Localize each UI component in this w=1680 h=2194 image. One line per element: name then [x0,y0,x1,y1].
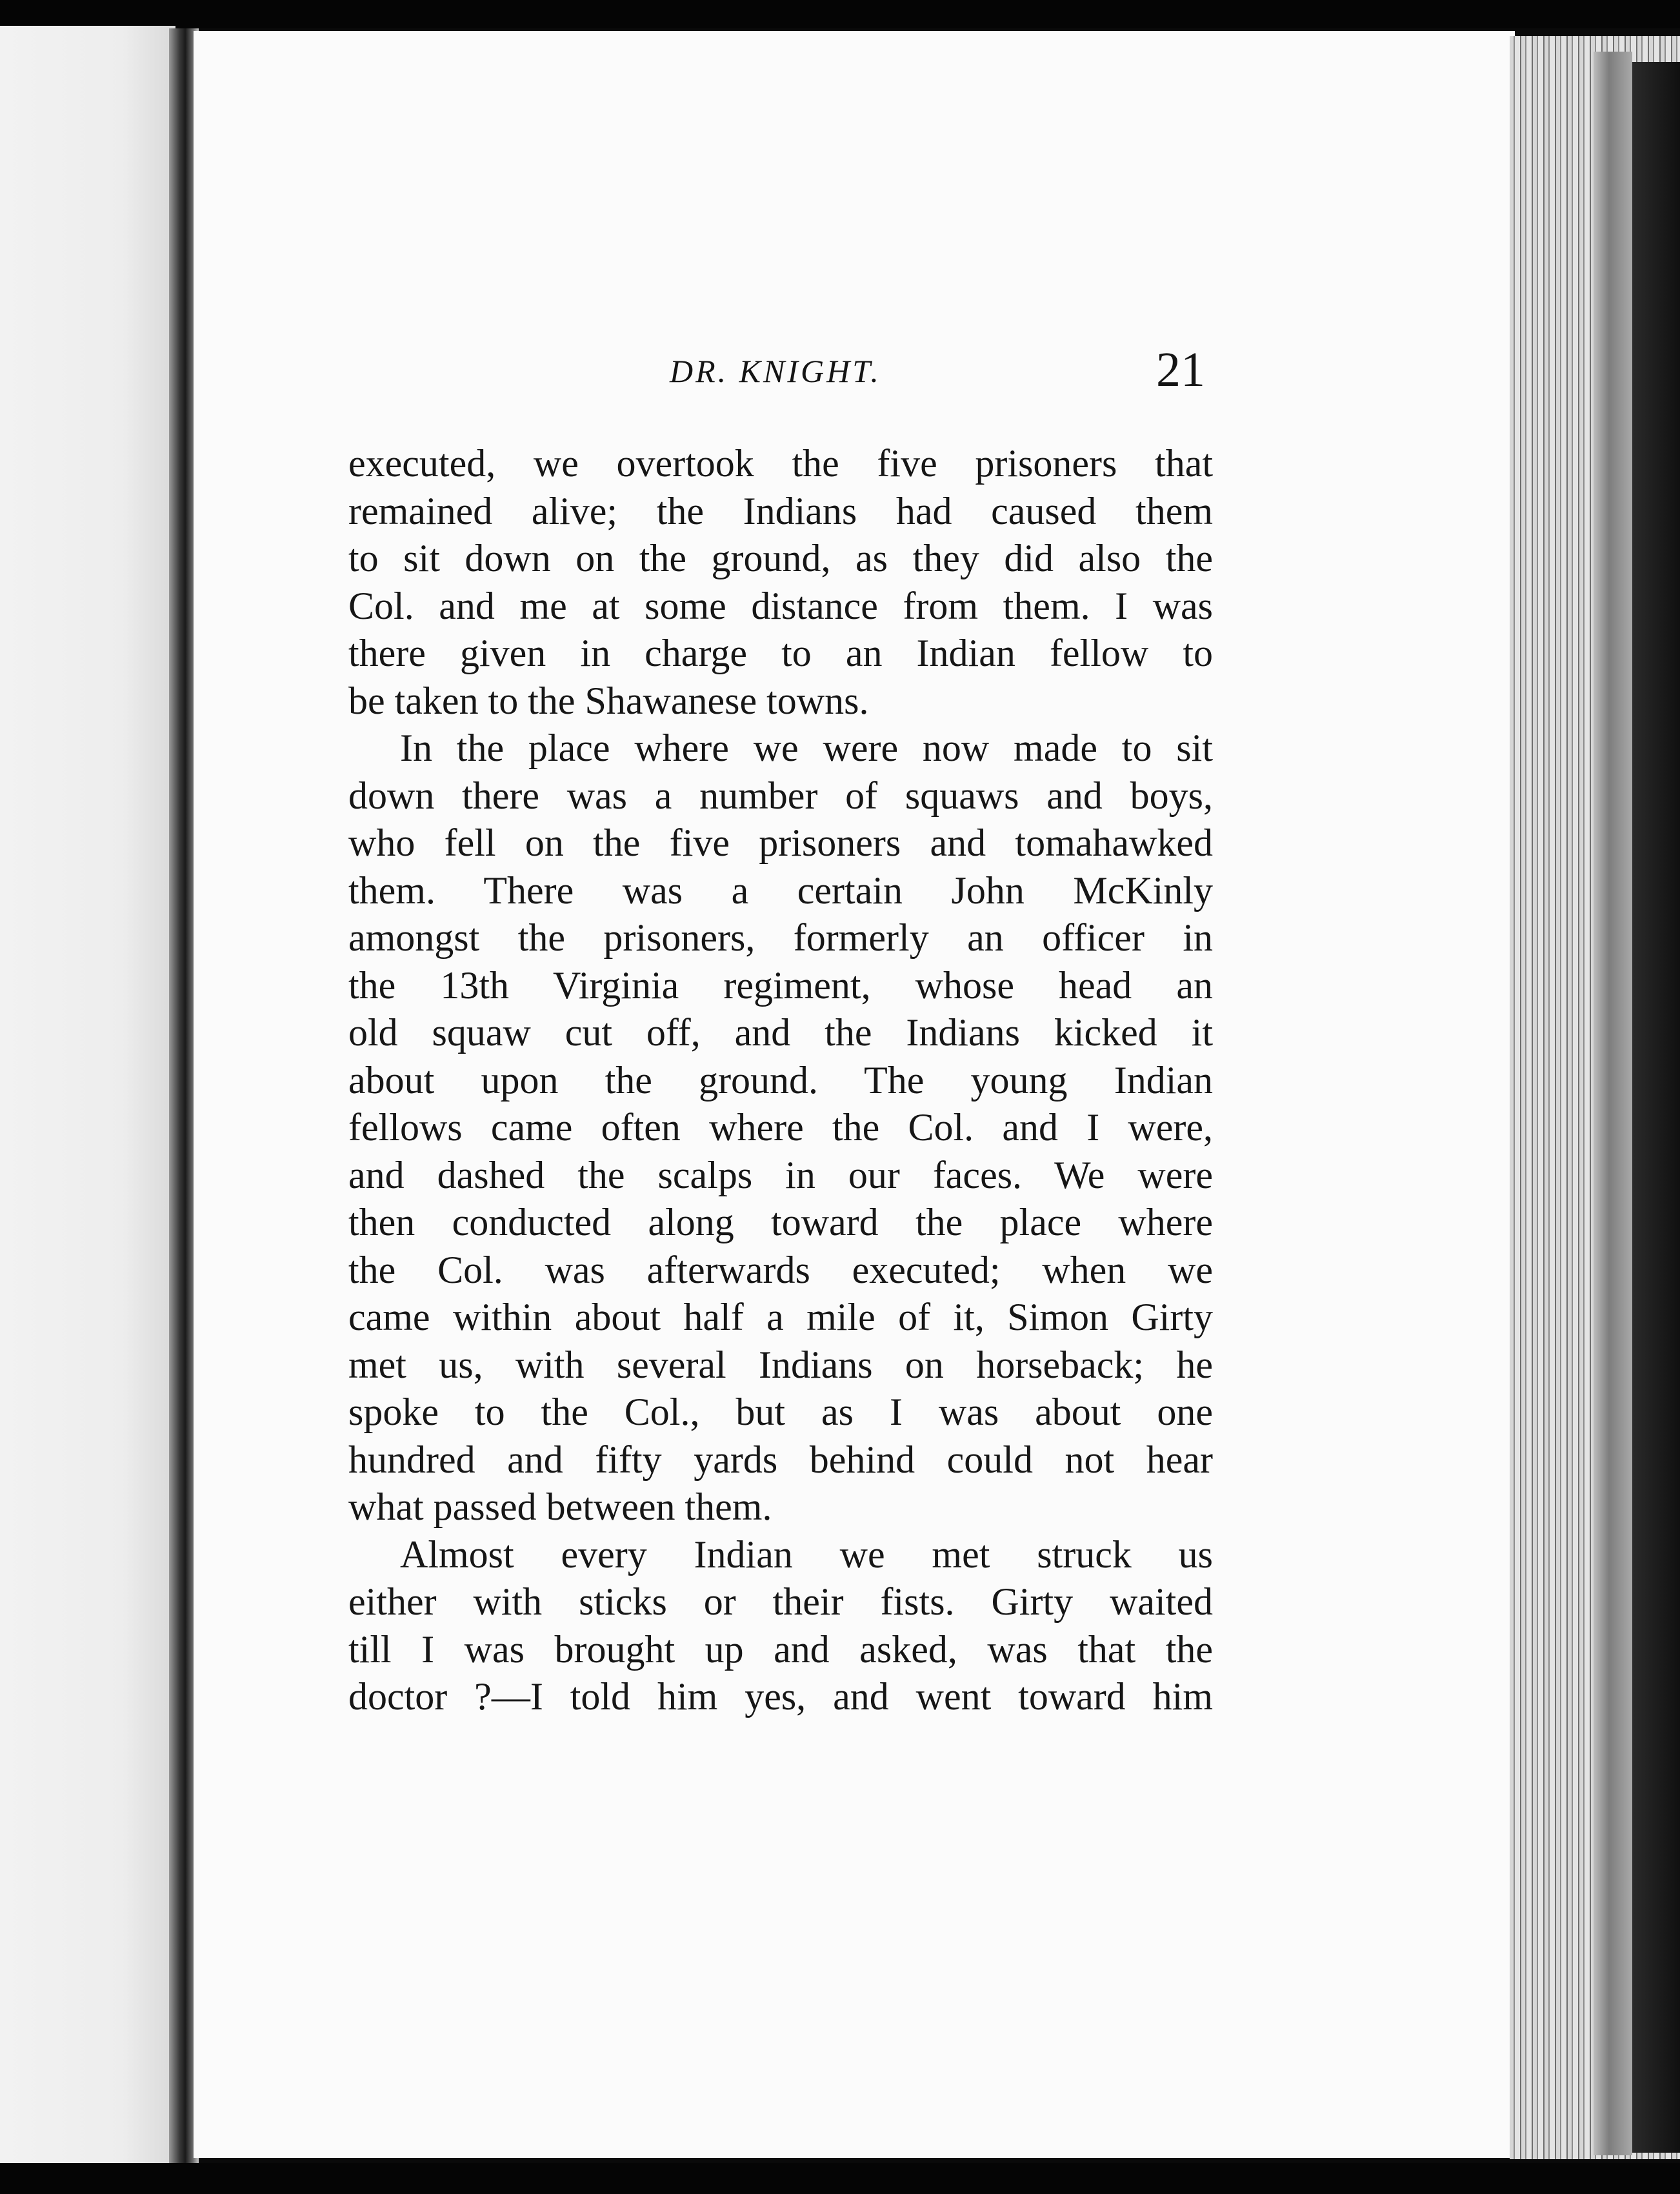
text-line: there given in charge to an Indian fellow to [348,632,1213,674]
text-line: Col. and me at some distance from them. I was [348,584,1213,627]
text-line: to sit down on the ground, as they did also the [348,537,1213,579]
text-line: about upon the ground. The young Indian [348,1058,1213,1102]
text-line: In the place where we were now made to sit [400,727,1213,769]
text-line: old squaw cut off, and the Indians kicked it [348,1011,1213,1054]
book-cover-edge [1632,62,1680,2153]
text-line: who fell on the five prisoners and tomahawked [348,821,1213,864]
text-line: doctor ?—I told him yes, and went toward him [348,1675,1213,1718]
text-line: came within about half a mile of it, Simon Girty [348,1296,1213,1338]
text-line: and dashed the scalps in our faces. We were [348,1153,1213,1196]
text-line: what passed between them. [348,1485,772,1528]
text-line: amongst the prisoners, formerly an officer in [348,916,1213,959]
text-line: either with sticks or their fists. Girty waited [348,1580,1213,1623]
body-text [348,440,1213,1721]
text-line: hundred and fifty yards behind could not hear [348,1438,1213,1481]
text-line: down there was a number of squaws and boys, [348,774,1213,817]
text-line: the Col. was afterwards executed; when we [348,1248,1213,1291]
text-line: then conducted along toward the place where [348,1201,1213,1243]
text-line: remained alive; the Indians had caused them [348,489,1213,532]
text-line: them. There was a certain John McKinly [348,869,1213,912]
text-line: spoke to the Col., but as I was about one [348,1391,1213,1433]
text-line: Almost every Indian we met struck us [400,1533,1213,1576]
text-line: executed, we overtook the five prisoners that [348,442,1213,485]
running-head [347,342,1212,400]
running-title: DR. KNIGHT. [670,353,881,389]
text-line: fellows came often where the Col. and I were, [348,1106,1213,1149]
paragraph [348,725,1213,1531]
scan-top-border [0,0,1680,28]
paragraph [348,440,1213,725]
page-edge-shadow [1594,52,1632,2155]
text-line: the 13th Virginia regiment, whose head an [348,963,1213,1007]
page-number: 21 [1156,343,1205,397]
scan-bottom-border [0,2163,1680,2194]
paragraph [348,1531,1213,1721]
text-line: till I was brought up and asked, was that the [348,1627,1213,1671]
previous-page-edge [0,26,175,2166]
text-line: met us, with several Indians on horseback; he [348,1343,1213,1386]
text-line: be taken to the Shawanese towns. [348,679,869,722]
